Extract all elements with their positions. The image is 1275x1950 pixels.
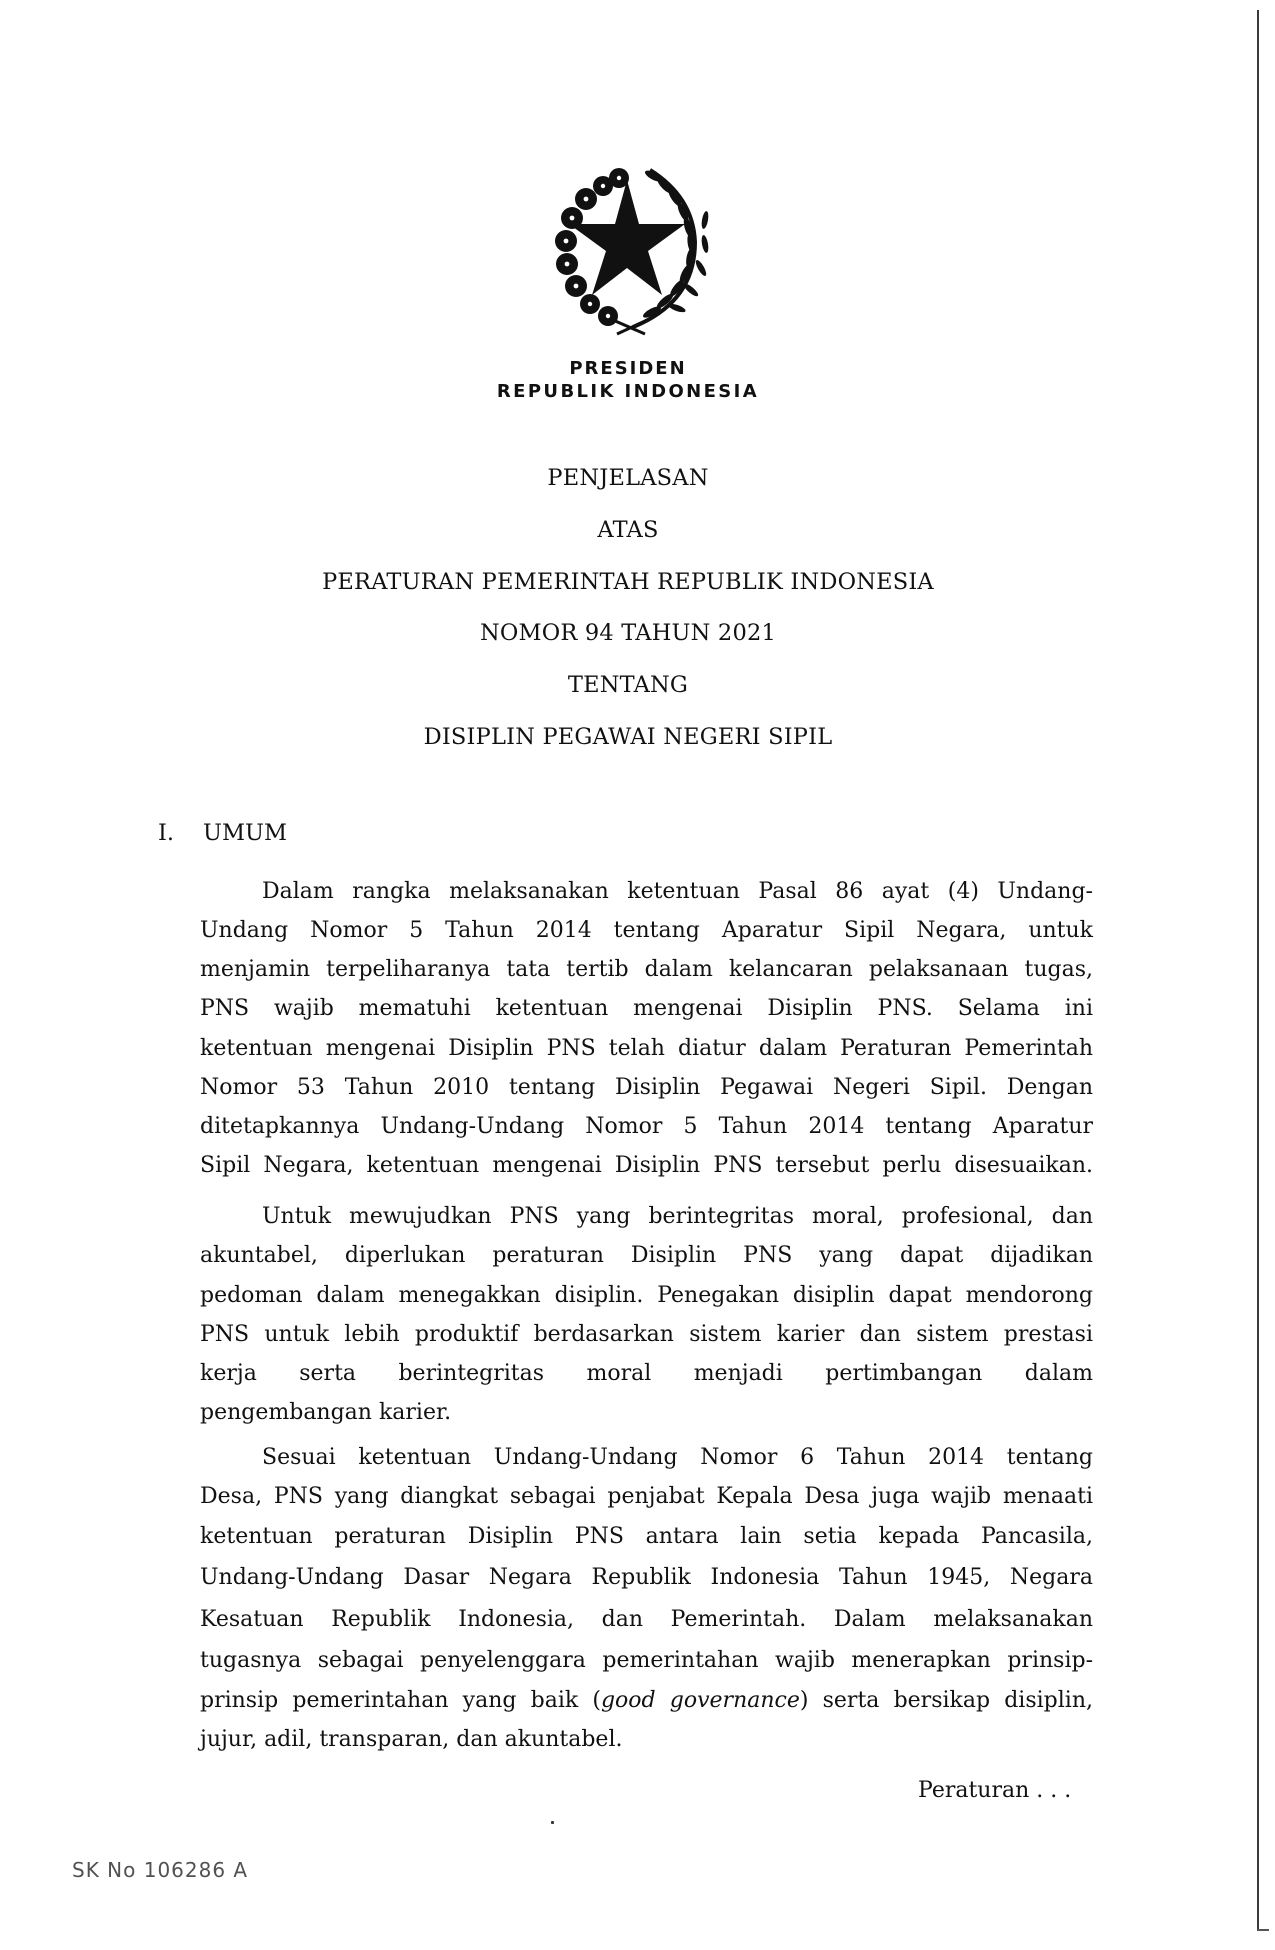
presidential-emblem-icon	[545, 162, 715, 337]
section-number: I.	[158, 820, 175, 846]
text-segment: ) serta bersikap disiplin,	[799, 1688, 1093, 1713]
text-line	[200, 1283, 1093, 1309]
footer-serial-code: SK No 106286 A	[72, 1858, 249, 1882]
text-line-content: Kesatuan Republik Indonesia, dan Pemerintah. Dalam melaksanakan	[200, 1607, 1093, 1632]
text-segment: prinsip pemerintahan yang baik (	[200, 1688, 601, 1713]
crossed-stems-icon	[613, 320, 645, 334]
text-line-content: Dalam rangka melaksanakan ketentuan Pasal 86 ayat (4) Undang-	[262, 879, 1093, 904]
text-line-content: kerja serta berintegritas moral menjadi pertimbangan dalam	[200, 1361, 1093, 1386]
text-line-content: pengembangan karier.	[200, 1400, 452, 1425]
text-line-content: Sipil Negara, ketentuan mengenai Disiplin PNS tersebut perlu disesuaikan.	[200, 1153, 1093, 1178]
doc-title-regulation: PERATURAN PEMERINTAH REPUBLIK INDONESIA	[322, 569, 934, 595]
text-line-content: ketentuan peraturan Disiplin PNS antara lain setia kepada Pancasila,	[200, 1524, 1093, 1549]
text-line	[200, 1688, 1093, 1714]
text-line-content: akuntabel, diperlukan peraturan Disiplin PNS yang dapat dijadikan	[200, 1243, 1093, 1268]
text-line-content: pedoman dalam menegakkan disiplin. Penegakan disiplin dapat mendorong	[200, 1283, 1093, 1308]
letterhead-line-1: PRESIDEN	[569, 358, 687, 379]
text-line	[200, 957, 1093, 983]
text-line	[200, 1243, 1093, 1269]
text-line	[200, 1524, 1093, 1550]
text-line-content: PNS untuk lebih produktif berdasarkan sistem karier dan sistem prestasi	[200, 1322, 1093, 1347]
text-line	[200, 1153, 1093, 1179]
text-line-content: menjamin terpeliharanya tata tertib dalam kelancaran pelaksanaan tugas,	[200, 957, 1093, 982]
text-line	[262, 1445, 1093, 1471]
text-line-content: Sesuai ketentuan Undang-Undang Nomor 6 Tahun 2014 tentang	[262, 1445, 1093, 1470]
text-line-content: Undang-Undang Dasar Negara Republik Indonesia Tahun 1945, Negara	[200, 1565, 1093, 1590]
scan-speck	[551, 1821, 554, 1824]
text-line-content: Desa, PNS yang diangkat sebagai penjabat Kepala Desa juga wajib menaati	[200, 1484, 1093, 1509]
text-line-content	[200, 1688, 1093, 1714]
letterhead-line-2: REPUBLIK INDONESIA	[496, 381, 760, 402]
text-line	[200, 1607, 1093, 1633]
text-line-content: tugasnya sebagai penyelenggara pemerintahan wajib menerapkan prinsip-	[200, 1648, 1093, 1673]
text-line-content: ketentuan mengenai Disiplin PNS telah diatur dalam Peraturan Pemerintah	[200, 1036, 1093, 1061]
doc-title-subject: DISIPLIN PEGAWAI NEGERI SIPIL	[423, 724, 833, 750]
doc-title-penjelasan: PENJELASAN	[547, 465, 709, 491]
scan-border-line	[1257, 10, 1259, 1930]
text-line-content: jujur, adil, transparan, dan akuntabel.	[200, 1727, 623, 1752]
doc-title-tentang: TENTANG	[567, 672, 689, 698]
text-line	[200, 1114, 1093, 1140]
continuation-catchword: Peraturan . . .	[918, 1778, 1072, 1803]
doc-title-number: NOMOR 94 TAHUN 2021	[479, 620, 776, 646]
section-heading: UMUM	[203, 820, 288, 846]
text-line-content: Untuk mewujudkan PNS yang berintegritas moral, profesional, dan	[262, 1204, 1093, 1229]
text-line	[200, 1648, 1093, 1674]
text-line	[262, 1204, 1093, 1230]
text-line	[200, 1361, 1093, 1387]
text-line-content: Nomor 53 Tahun 2010 tentang Disiplin Pegawai Negeri Sipil. Dengan	[200, 1075, 1093, 1100]
text-line	[200, 918, 1093, 944]
text-line	[200, 996, 1093, 1022]
scan-border-foot	[1257, 1929, 1269, 1931]
doc-title-atas: ATAS	[597, 517, 659, 543]
italic-term: good governance	[600, 1688, 800, 1713]
text-line-content: Undang Nomor 5 Tahun 2014 tentang Aparatur Sipil Negara, untuk	[200, 918, 1093, 943]
text-line	[200, 1484, 1093, 1510]
text-line	[262, 879, 1093, 905]
text-line	[200, 1727, 1093, 1753]
text-line	[200, 1322, 1093, 1348]
text-line	[200, 1400, 1093, 1426]
text-line	[200, 1075, 1093, 1101]
text-line-content: PNS wajib mematuhi ketentuan mengenai Disiplin PNS. Selama ini	[200, 996, 1093, 1021]
text-line	[200, 1565, 1093, 1591]
text-line-content: ditetapkannya Undang-Undang Nomor 5 Tahun 2014 tentang Aparatur	[200, 1114, 1093, 1139]
text-line	[200, 1036, 1093, 1062]
